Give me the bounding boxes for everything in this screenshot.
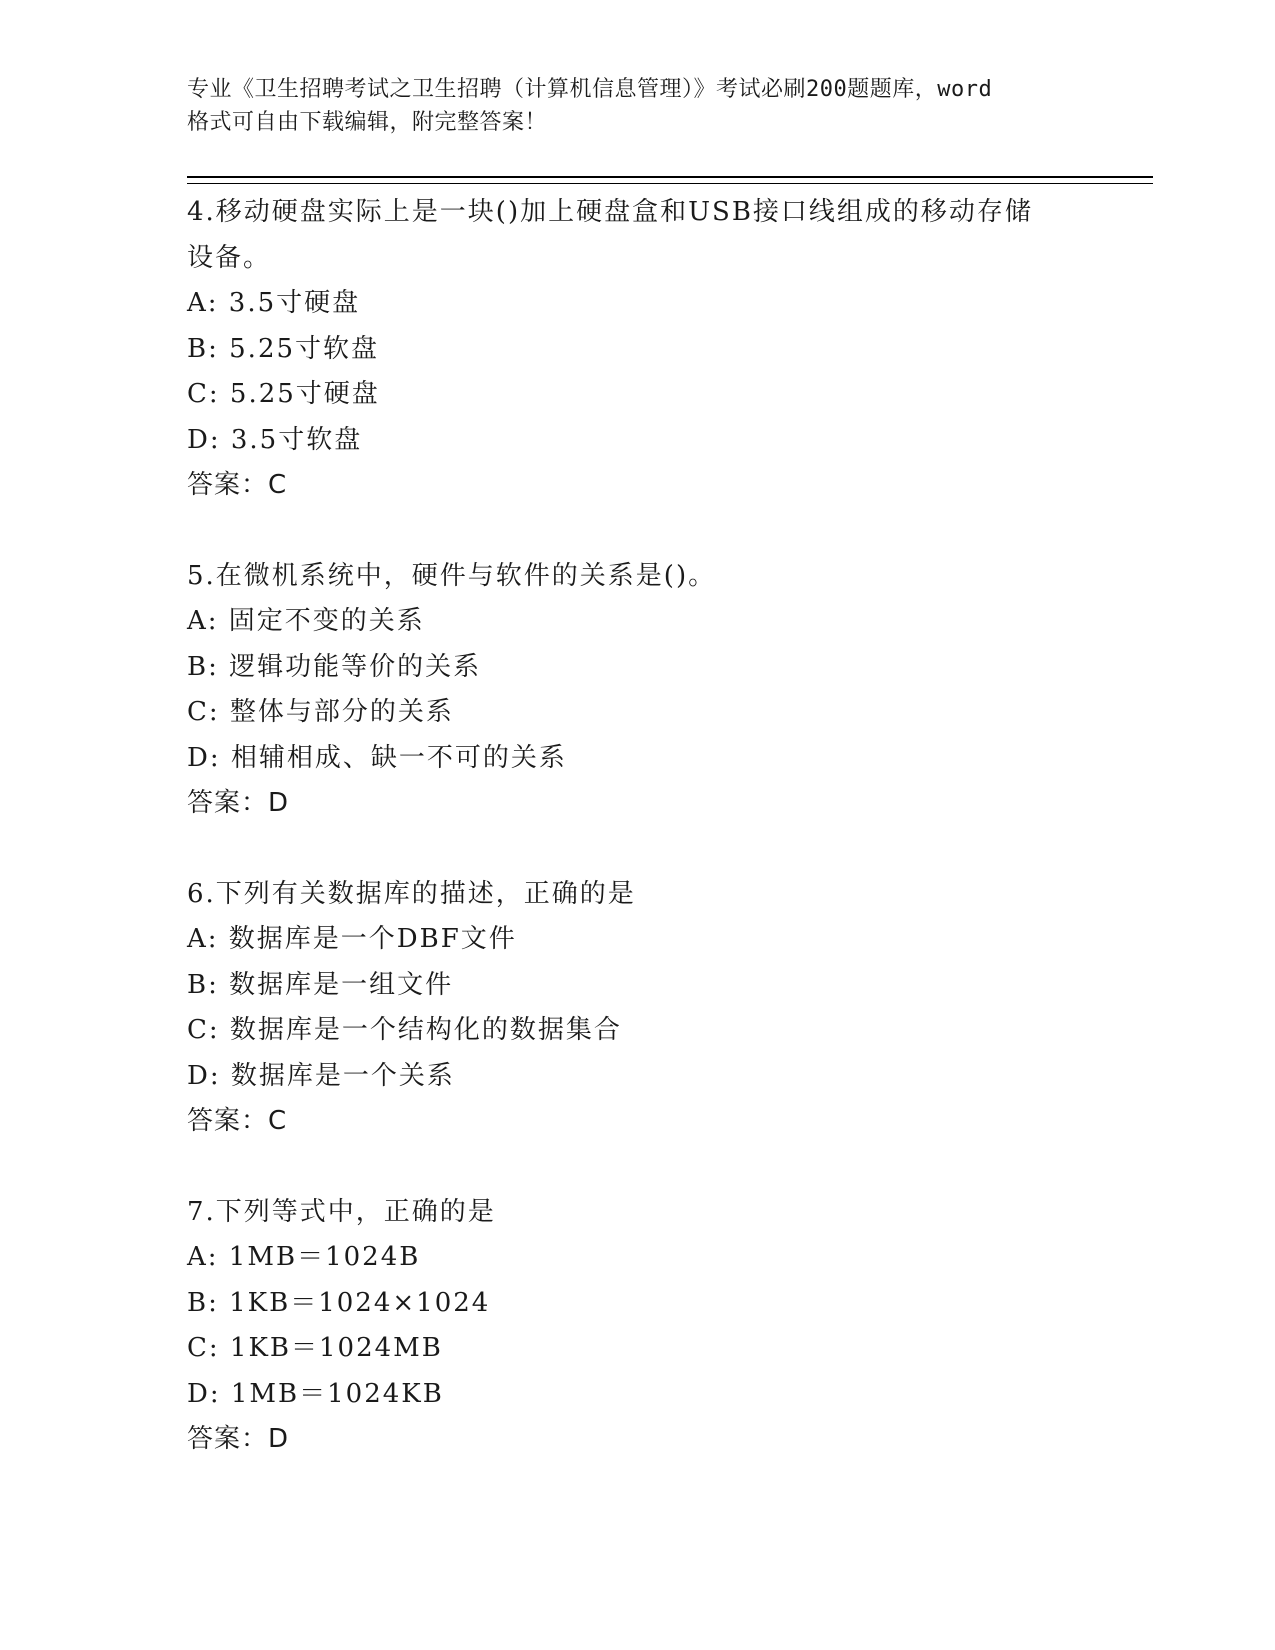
- header-line-2: 格式可自由下载编辑，附完整答案！: [187, 110, 548, 135]
- option-a: A: 3.5寸硬盘: [187, 288, 361, 318]
- answer-label: 答案：D: [187, 1424, 290, 1454]
- question-spacer: [187, 827, 1087, 872]
- document-header: [187, 73, 1087, 139]
- option-a: A: 1MB＝1024B: [187, 1242, 421, 1272]
- answer-label: 答案：C: [187, 470, 288, 500]
- option-c: C: 数据库是一个结构化的数据集合: [187, 1015, 622, 1045]
- question-item: [187, 190, 1087, 509]
- header-line-1: 专业《卫生招聘考试之卫生招聘（计算机信息管理）》考试必刷200题题库，word: [187, 77, 993, 102]
- option-b: B: 数据库是一组文件: [187, 969, 454, 1000]
- question-stem: 6.下列有关数据库的描述，正确的是: [187, 878, 636, 909]
- option-d: D: 1MB＝1024KB: [187, 1378, 444, 1409]
- answer-label: 答案：C: [187, 1106, 288, 1136]
- option-a: A: 固定不变的关系: [187, 606, 425, 636]
- option-d: D: 3.5寸软盘: [187, 424, 363, 455]
- question-item: [187, 554, 1087, 827]
- option-c: C: 5.25寸硬盘: [187, 379, 380, 409]
- option-c: C: 1KB＝1024MB: [187, 1333, 443, 1363]
- option-b: B: 逻辑功能等价的关系: [187, 651, 482, 682]
- option-d: D: 数据库是一个关系: [187, 1060, 455, 1091]
- answer-label: 答案：D: [187, 788, 290, 818]
- header-divider-thin: [187, 183, 1153, 184]
- question-item: [187, 872, 1087, 1145]
- option-b: B: 1KB＝1024×1024: [187, 1287, 491, 1318]
- question-stem: 4.移动硬盘实际上是一块()加上硬盘盒和USB接口线组成的移动存储设备。: [187, 197, 1033, 273]
- option-a: A: 数据库是一个DBF文件: [187, 924, 517, 954]
- option-c: C: 整体与部分的关系: [187, 697, 454, 727]
- option-b: B: 5.25寸软盘: [187, 333, 380, 364]
- question-list: [187, 190, 1087, 1463]
- option-d: D: 相辅相成、缺一不可的关系: [187, 742, 567, 773]
- question-stem: 5.在微机系统中，硬件与软件的关系是()。: [187, 560, 717, 591]
- question-item: [187, 1190, 1087, 1463]
- question-stem: 7.下列等式中，正确的是: [187, 1196, 496, 1227]
- header-divider-thick: [187, 176, 1153, 178]
- question-spacer: [187, 509, 1087, 554]
- question-spacer: [187, 1145, 1087, 1190]
